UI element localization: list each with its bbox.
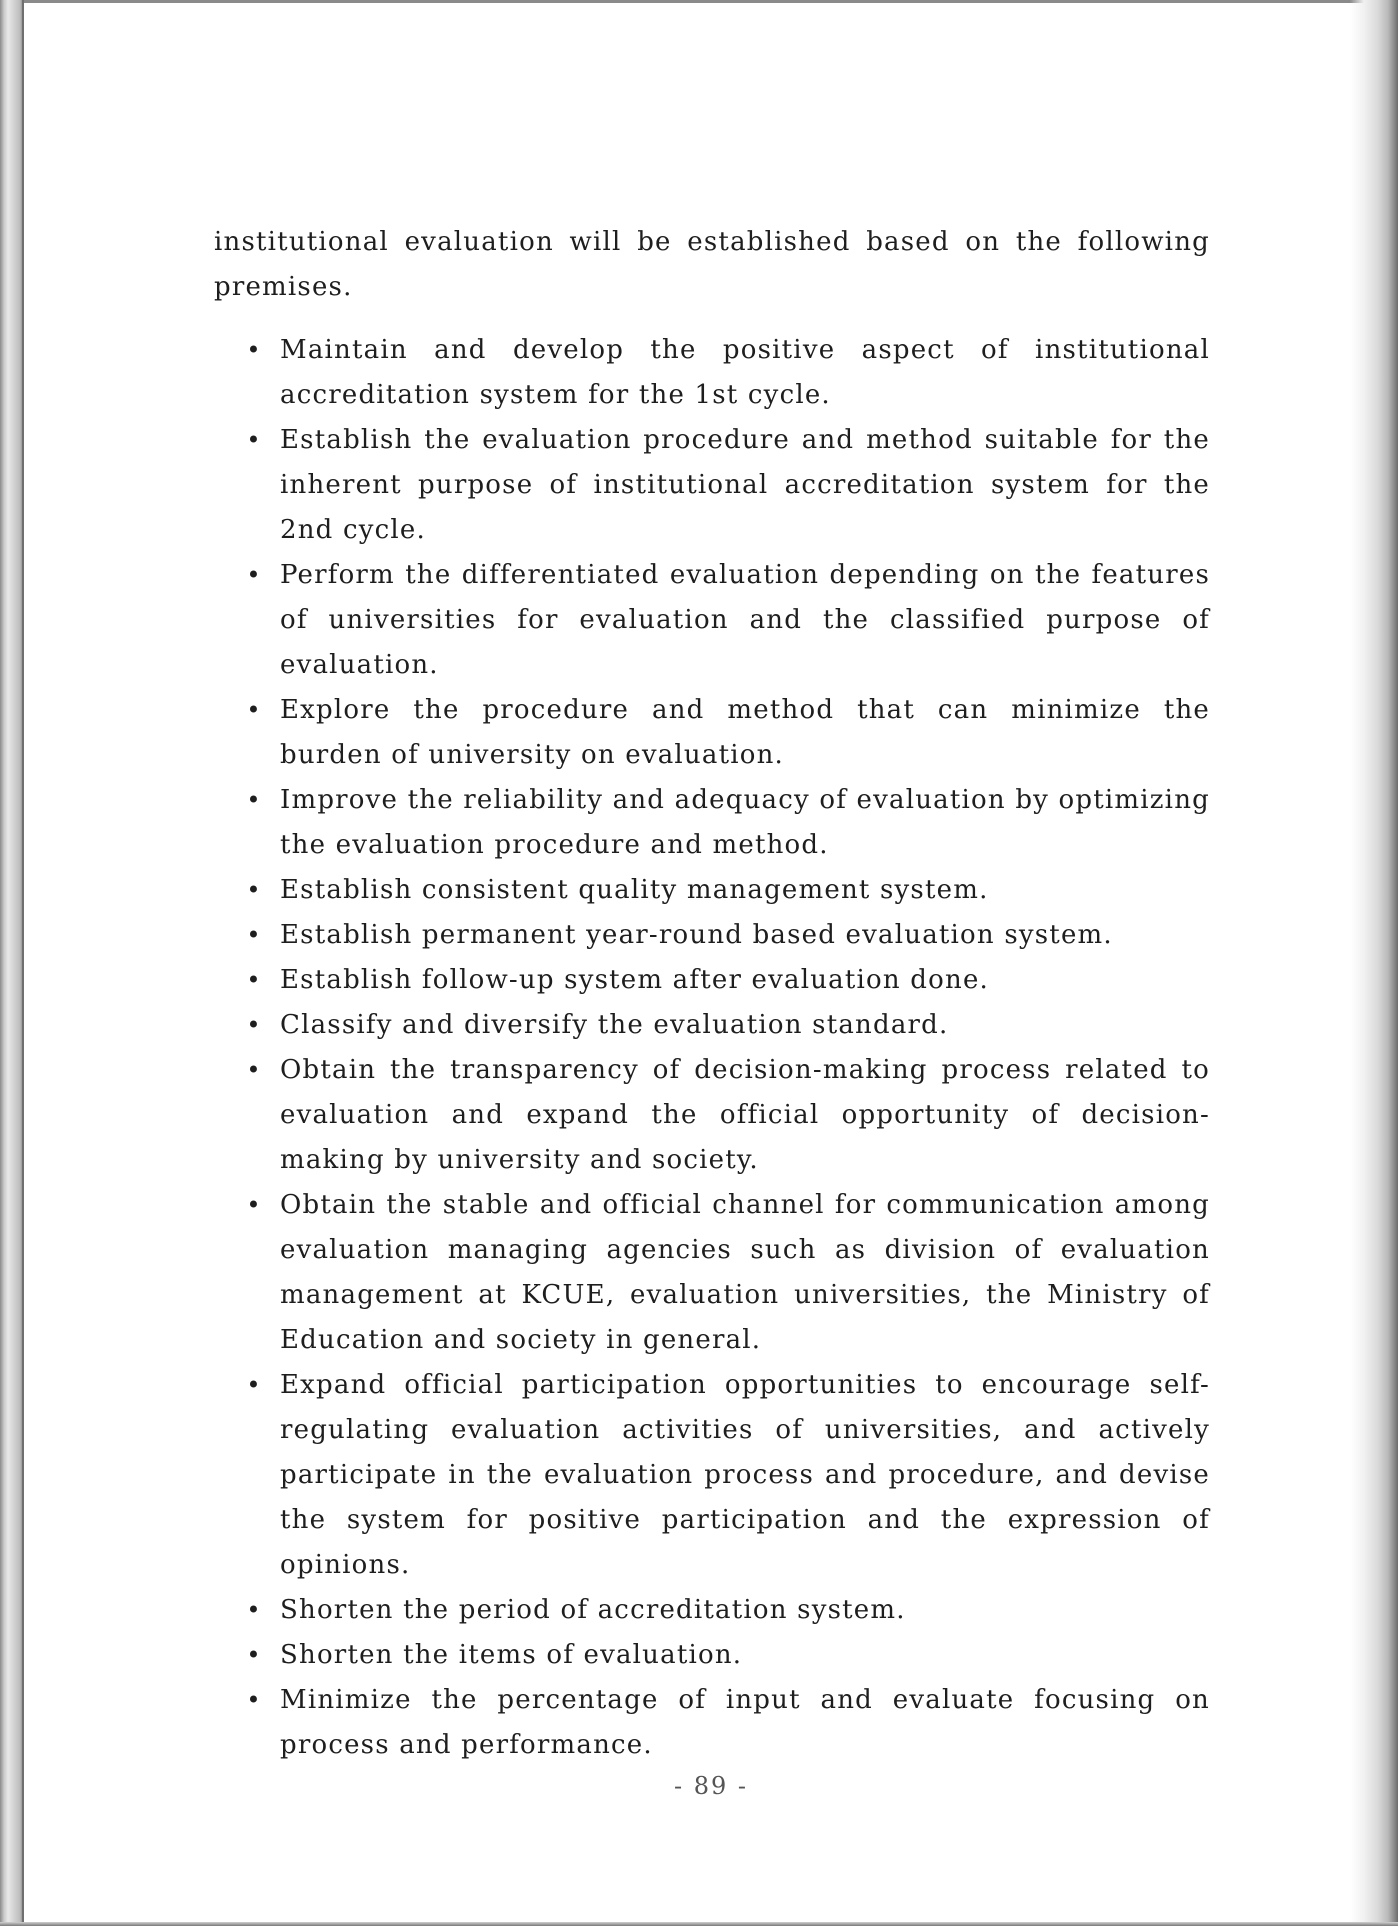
page-bottom-edge [0, 1922, 1398, 1926]
bullet-icon: • [246, 1641, 262, 1669]
bullet-icon: • [246, 921, 262, 949]
list-item-text: Obtain the transparency of decision-making process related to evaluation and expand the official opportunity of decision-making by university and society. [280, 1055, 1210, 1175]
list-item-text: Improve the reliability and adequacy of evaluation by optimizing the evaluation procedure and method. [280, 785, 1210, 860]
list-item-text: Maintain and develop the positive aspect of institutional accreditation system for the 1st cycle. [280, 335, 1210, 410]
list-item-text: Establish consistent quality management system. [280, 875, 989, 905]
page-binding-line [22, 0, 24, 1926]
bullet-icon: • [246, 1191, 262, 1219]
list-item-text: Minimize the percentage of input and evaluate focusing on process and performance. [280, 1685, 1210, 1760]
list-item [214, 1183, 1210, 1363]
bullet-icon: • [246, 1056, 262, 1084]
bullet-icon: • [246, 426, 262, 454]
list-item [214, 553, 1210, 688]
list-item [214, 958, 1210, 1003]
list-item-text: Classify and diversify the evaluation standard. [280, 1010, 949, 1040]
bullet-icon: • [246, 1011, 262, 1039]
list-item [214, 418, 1210, 553]
list-item-text: Shorten the items of evaluation. [280, 1640, 743, 1670]
list-item-text: Establish permanent year-round based evaluation system. [280, 920, 1113, 950]
list-item-text: Obtain the stable and official channel for communication among evaluation managing agencies such as division of evaluation management at KCUE, evaluation universities, the Ministry of Education and society in general. [280, 1190, 1210, 1355]
list-item-text: Expand official participation opportunities to encourage self-regulating evaluation activities of universities, and actively participate in the evaluation process and procedure, and devise the system for positive participation and the expression of opinions. [280, 1370, 1210, 1580]
bullet-icon: • [246, 561, 262, 589]
list-item [214, 1678, 1210, 1768]
premises-list [214, 328, 1210, 1768]
bullet-icon: • [246, 876, 262, 904]
bullet-icon: • [246, 786, 262, 814]
list-item [214, 688, 1210, 778]
list-item-text: Shorten the period of accreditation system. [280, 1595, 906, 1625]
list-item-text: Establish the evaluation procedure and method suitable for the inherent purpose of institutional accreditation system for the 2nd cycle. [280, 425, 1210, 545]
list-item [214, 1633, 1210, 1678]
bullet-icon: • [246, 1686, 262, 1714]
list-item [214, 913, 1210, 958]
list-item [214, 1048, 1210, 1183]
intro-line-1: institutional evaluation will be established based on the following [214, 227, 1210, 257]
bullet-icon: • [246, 1596, 262, 1624]
bullet-icon: • [246, 336, 262, 364]
list-item [214, 868, 1210, 913]
list-item-text: Explore the procedure and method that can minimize the burden of university on evaluation. [280, 695, 1210, 770]
list-item [214, 1363, 1210, 1588]
bullet-icon: • [246, 696, 262, 724]
page-binding-edge [0, 0, 22, 1926]
list-item-text: Perform the differentiated evaluation depending on the features of universities for evaluation and the classified purpose of evaluation. [280, 560, 1210, 680]
intro-line-2: premises. [214, 272, 353, 302]
list-item [214, 328, 1210, 418]
list-item [214, 1588, 1210, 1633]
page-body [214, 220, 1210, 1768]
intro-paragraph [214, 220, 1210, 310]
list-item-text: Establish follow-up system after evaluation done. [280, 965, 989, 995]
bullet-icon: • [246, 1371, 262, 1399]
bullet-icon: • [246, 966, 262, 994]
page-top-edge [0, 0, 1398, 3]
page-number: - 89 - [673, 1772, 748, 1800]
list-item [214, 778, 1210, 868]
page-curl-shadow [1350, 0, 1398, 1926]
list-item [214, 1003, 1210, 1048]
